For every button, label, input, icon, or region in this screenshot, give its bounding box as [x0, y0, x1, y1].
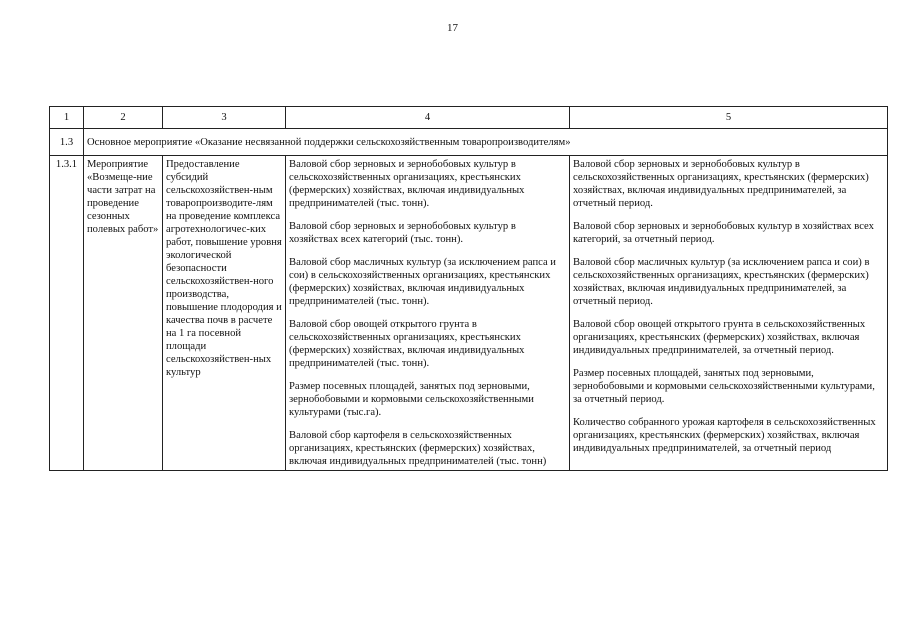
- activity-name: Мероприятие «Возмеще-ние части затрат на проведение сезонных полевых работ»: [84, 156, 163, 471]
- header-cell-5: 5: [570, 107, 888, 129]
- methodology-item: Валовой сбор зерновых и зернобобовых культур в сельскохозяйственных организациях, крестьянских (фермерских) хозяйствах, включая индивидуальных предпринимателей, за отчетный период.: [573, 159, 869, 209]
- header-row: [50, 107, 888, 129]
- activity-number: 1.3.1: [50, 156, 84, 471]
- header-cell-1: 1: [50, 107, 84, 129]
- methodology-item: Валовой сбор масличных культур (за исключением рапса и сои) в сельскохозяйственных организациях, крестьянских (фермерских) хозяйствах, включая индивидуальных предпринимателей, за отчетный период.: [573, 257, 870, 307]
- indicator-item: Валовой сбор овощей открытого грунта в сельскохозяйственных организациях, крестьянских (фермерских) хозяйствах, включая индивидуальных предпринимателей (тыс. тонн).: [289, 319, 525, 369]
- methodology-item: Валовой сбор овощей открытого грунта в сельскохозяйственных организациях, крестьянских (фермерских) хозяйствах, включая индивидуальных предпринимателей, за отчетный период.: [573, 319, 866, 356]
- indicator-item: Валовой сбор картофеля в сельскохозяйственных организациях, крестьянских (фермерских) хозяйствах, включая индивидуальных предпринимателей (тыс. тонн): [289, 430, 547, 467]
- methodology-cell: [570, 156, 888, 471]
- header-cell-4: 4: [286, 107, 570, 129]
- activity-description: Предоставление субсидий сельскохозяйствен-ным товаропроизводите-лям на проведение комплекса агротехнологичес-ких работ, повышение уровня экологической безопасности сельскохозяйствен-ного производства, повышение плодородия и качества почв в расчете на 1 га посевной площади сельскохозяйствен-ных культур: [163, 156, 286, 471]
- section-number: 1.3: [50, 129, 84, 156]
- methodology-item: Валовой сбор зерновых и зернобобовых культур в хозяйствах всех категорий, за отчетный период.: [573, 221, 874, 245]
- activity-row: [50, 156, 888, 471]
- methodology-item: Размер посевных площадей, занятых под зерновыми, зернобобовыми и кормовыми сельскохозяйственными культурами, за отчетный период.: [573, 368, 875, 405]
- section-row: [50, 129, 888, 156]
- indicators-cell: [286, 156, 570, 471]
- indicator-item: Валовой сбор зерновых и зернобобовых культур в хозяйствах всех категорий (тыс. тонн).: [289, 221, 516, 245]
- header-cell-2: 2: [84, 107, 163, 129]
- indicator-item: Размер посевных площадей, занятых под зерновыми, зернобобовыми и кормовыми сельскохозяйственными культурами (тыс.га).: [289, 381, 534, 418]
- section-title: Основное мероприятие «Оказание несвязанной поддержки сельскохозяйственным товаропроизводителям»: [84, 129, 888, 156]
- methodology-item: Количество собранного урожая картофеля в сельскохозяйственных организациях, крестьянских (фермерских) хозяйствах, включая индивидуальных предпринимателей, за отчетный период: [573, 417, 876, 454]
- header-cell-3: 3: [163, 107, 286, 129]
- indicator-item: Валовой сбор масличных культур (за исключением рапса и сои) в сельскохозяйственных организациях, крестьянских (фермерских) хозяйствах, включая индивидуальных предпринимателей (тыс. тонн).: [289, 257, 556, 307]
- indicator-item: Валовой сбор зерновых и зернобобовых культур в сельскохозяйственных организациях, крестьянских (фермерских) хозяйствах, включая индивидуальных предпринимателей (тыс. тонн).: [289, 159, 525, 209]
- page-number: 17: [447, 22, 458, 34]
- program-table: [49, 106, 888, 471]
